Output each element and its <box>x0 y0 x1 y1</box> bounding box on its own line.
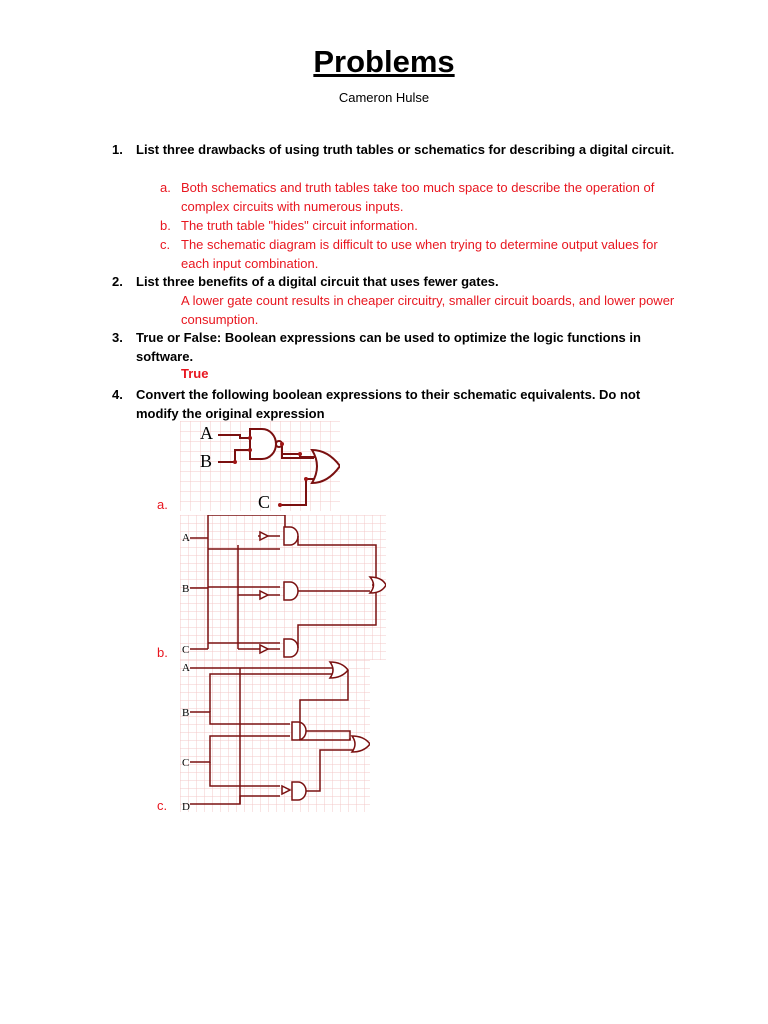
input-label-c: C <box>258 492 271 511</box>
question-2 <box>112 272 682 291</box>
input-label-c: C <box>182 757 190 769</box>
answer-text: The schematic diagram is difficult to use when trying to determine output values for each input combination. <box>181 237 658 271</box>
answer-label: b. <box>160 218 171 233</box>
question-text: List three benefits of a digital circuit that uses fewer gates. <box>136 274 499 289</box>
answer-text: A lower gate count results in cheaper circuitry, smaller circuit boards, and lower power consumption. <box>181 293 675 327</box>
question-number: 3. <box>112 330 123 345</box>
question-text: True or False: Boolean expressions can be used to optimize the logic functions in software. <box>136 330 641 364</box>
question-1 <box>112 140 682 159</box>
input-label-c: C <box>182 644 190 656</box>
input-label-b: B <box>182 707 190 719</box>
answer-label: c. <box>160 237 171 252</box>
question-3 <box>112 328 682 366</box>
question-number: 4. <box>112 387 123 402</box>
page-title: Problems <box>313 44 455 79</box>
input-label-d: D <box>182 801 190 812</box>
answer-label: a. <box>160 180 171 195</box>
author-name: Cameron Hulse <box>338 90 430 105</box>
sub-label-a: a. <box>157 497 168 512</box>
input-label-a: A <box>200 423 213 443</box>
input-label-a: A <box>182 662 190 674</box>
answer-1c <box>160 235 685 273</box>
answer-2 <box>181 291 681 329</box>
circuit-diagram-b <box>180 515 386 660</box>
answer-3: True <box>181 366 209 381</box>
question-text: List three drawbacks of using truth tables or schematics for describing a digital circuit. <box>136 142 675 157</box>
answer-text: The truth table "hides" circuit information. <box>181 218 418 233</box>
question-text: Convert the following boolean expressions to their schematic equivalents. Do not modify the original expression <box>136 387 641 421</box>
circuit-diagram-a <box>180 421 340 511</box>
input-label-b: B <box>200 451 213 471</box>
answer-1b <box>160 216 685 235</box>
question-number: 1. <box>112 142 123 157</box>
question-number: 2. <box>112 274 123 289</box>
input-label-a: A <box>182 532 190 544</box>
circuit-diagram-c <box>180 660 370 812</box>
sub-label-b: b. <box>157 645 168 660</box>
question-4 <box>112 385 682 423</box>
sub-label-c: c. <box>157 798 168 813</box>
input-label-b: B <box>182 583 190 595</box>
answer-1a <box>160 178 685 216</box>
answer-text: Both schematics and truth tables take too much space to describe the operation of complex circuits with numerous inputs. <box>181 180 655 214</box>
